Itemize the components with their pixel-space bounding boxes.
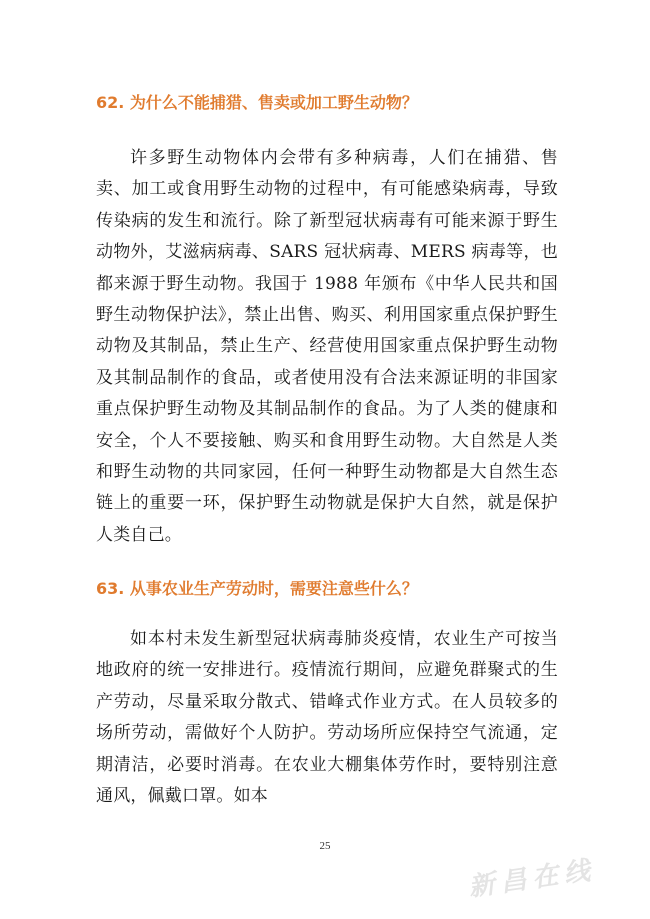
- section-body-63: 如本村未发生新型冠状病毒肺炎疫情，农业生产可按当地政府的统一安排进行。疫情流行期间，应避免群聚式的生产劳动，尽量采取分散式、错峰式作业方式。在人员较多的场所劳动，需做好个人防护。劳动场所应保持空气流通，定期清洁，必要时消毒。在农业大棚集体劳作时，要特别注意通风，佩戴口罩。如本: [96, 629, 558, 807]
- section-body-62: 许多野生动物体内会带有多种病毒，人们在捕猎、售卖、加工或食用野生动物的过程中，有可能感染病毒，导致传染病的发生和流行。除了新型冠状病毒有可能来源于野生动物外，艾滋病病毒、SARS 冠状病毒、MERS 病毒等，也都来源于野生动物。我国于 1988 年颁布《中华人民共和国野生动物保护法》，禁止出售、购买、利用国家重点保护野生动物及其制品，禁止生产、经营使用国家重点保护野生动物及其制品制作的食品，或者使用没有合法来源证明的非国家重点保护野生动物及其制品制作的食品。为了人类的健康和安全，个人不要接触、购买和食用野生动物。大自然是人类和野生动物的共同家园，任何一种野生动物都是大自然生态链上的重要一环，保护野生动物就是保护大自然，就是保护人类自己。: [96, 148, 558, 545]
- page-number: 25: [319, 840, 331, 852]
- watermark-logo: 新昌在线: [466, 855, 598, 903]
- section-heading-62: 62. 为什么不能捕猎、售卖或加工野生动物？: [96, 93, 418, 112]
- section-heading-63: 63. 从事农业生产劳动时，需要注意些什么？: [96, 579, 418, 598]
